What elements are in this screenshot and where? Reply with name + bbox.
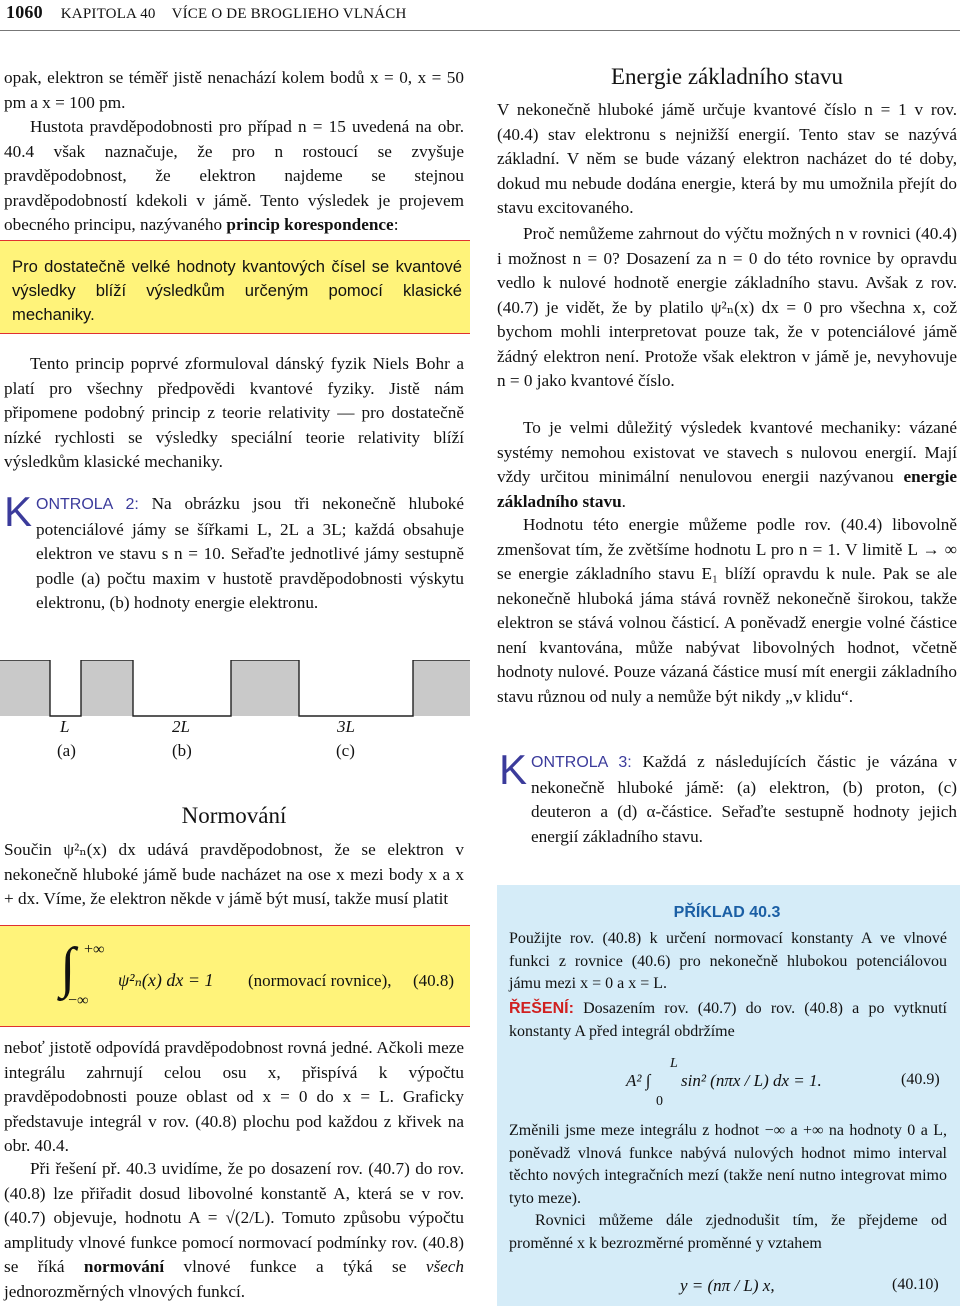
reseni-label: ŘEŠENÍ: <box>509 1000 574 1017</box>
well-c-width: 3L <box>337 717 355 736</box>
eq-40-8-upper-limit: +∞ <box>84 941 105 958</box>
right-paragraph-1: V nekonečně hluboké jámě určuje kvantové číslo n = 1 v rov. (40.4) stav elektronu s nejnižší energií. Tento stav se nazývá základní. V něm se bude vázaný elektron nacházet do té doby, dokud mu nebude dodána energie, která by mu umožnila přejít do stavu excitovaného. <box>497 100 957 217</box>
left-paragraph-1: opak, elektron se téměř jistě nenachází kolem bodů x = 0, x = 50 pm a x = 100 pm. <box>4 68 464 112</box>
eq-40-8-lower-limit: −∞ <box>68 992 89 1009</box>
potential-wells-figure <box>0 660 470 730</box>
eq-40-9-upper: L <box>670 1056 678 1071</box>
left-paragraph-2: Hustota pravděpodobnosti pro případ n = 15 uvedená na obr. 40.4 však naznačuje, že pro n rostoucí se zvyšuje pravděpodobnost, že elektron najdeme se stejnou pravděpodobností kdekoli v jámě. Tento výsledek je projevem obecného principu, nazývaného princip korespondence: <box>4 117 464 234</box>
header-divider <box>0 30 960 31</box>
well-b-tag: (b) <box>172 741 192 760</box>
kontrola-3-initial-k: K <box>499 746 528 793</box>
kontrola-initial-k: K <box>4 488 33 535</box>
correspondence-principle-text: Pro dostatečně velké hodnoty kvantových čísel se kvantové výsledky blíží výsledkům určeným pomocí klasické mechaniky. <box>12 257 462 324</box>
energie-heading: Energie základního stavu <box>610 64 844 89</box>
eq-40-8-number: (40.8) <box>413 971 455 990</box>
eq-40-8-body: ψ²ₙ(x) dx = 1 <box>118 970 214 990</box>
eq-40-9-number: (40.9) <box>901 1071 940 1088</box>
example-paragraph-3: Změnili jsme meze integrálu z hodnot −∞ a +∞ na hodnoty 0 a L, poněvadž vlnová funkce nabývá nulových hodnot mimo interval těchto nových integračních mezí (takže není nutno integrovat mimo tyto meze). <box>509 1122 947 1207</box>
kontrola-3-text: Každá z následujících částic je vázána v nekonečně hluboké jámě: (a) elektron, (b) proton, (c) deuteron a (d) α-částice. Seřaďte sestupně hodnoty jejich energií základního stavu. <box>531 752 958 846</box>
chapter-title: VÍCE O DE BROGLIEHO VLNÁCH <box>171 6 407 22</box>
kontrola-3 <box>531 750 957 849</box>
example-solution: ŘEŠENÍ: Dosazením rov. (40.7) do rov. (40.8) a po vytknutí konstanty A před integrál obdržíme <box>509 1000 947 1040</box>
left-paragraph-5: neboť jistotě odpovídá pravděpodobnost rovná jedné. Ačkoli meze integrálu zahrnují celou osu x, přispívá k výpočtu pravděpodobnosti pouze oblast od x = 0 do x = L. Graficky představuje integrál v rov. (40.8) plochu pod každou z křivek na obr. 40.4. <box>4 1038 464 1155</box>
eq-40-9-body: sin² (nπx / L) dx = 1. <box>681 1071 822 1090</box>
right-paragraph-3: To je velmi důležitý výsledek kvantové mechaniky: vázané systémy nemohou existovat ve stavech s nulovou energií. Mají vždy určitou minimální nenulovou energii nazývanou energie základního stavu. <box>497 418 957 511</box>
integral-sign: ∫ <box>60 937 76 999</box>
example-paragraph-4: Rovnici můžeme dále zjednodušit tím, že přejdeme od proměnné x k bezrozměrné proměnné y vztahem <box>509 1212 947 1252</box>
left-paragraph-4: Součin ψ²ₙ(x) dx udává pravděpodobnost, že se elektron v nekonečně hluboké jámě bude nacházet na ose x mezi body x a x + dx. Víme, že elektron někde v jámě být musí, takže musí platit <box>4 840 464 908</box>
wall-2 <box>231 660 299 716</box>
normovani-heading: Normování <box>181 803 287 828</box>
left-paragraph-3: Tento princip poprvé zformuloval dánský fyzik Niels Bohr a platí pro všechny předpovědi kvantové fyziky. Jistě nám připomene podobný princip z teorie relativity — pro dostatečně nízké rychlosti se výsledky speciální teorie relativity blíží výsledkům klasické mechaniky. <box>4 354 464 471</box>
wall-right <box>413 660 470 716</box>
right-paragraph-2: Proč nemůžeme zahrnout do výčtu možných n v rovnici (40.4) i možnost n = 0? Dosazení za n = 0 do této rovnice by opravdu vedlo k nulové hodnotě energie základního stavu. Avšak z rov. (40.7) je vidět, že by platilo ψ²ₙ(x) dx = 0 pro všechna x, což bychom mohli interpretovat pouze tak, že v potenciálové jámě žádný elektron není. Protože však elektron v jámě je, nevyhovuje n = 0 jako kvantové číslo. <box>497 224 957 390</box>
left-paragraph-6: Při řešení př. 40.3 uvidíme, že po dosazení rov. (40.7) do rov. (40.8) lze přiřadit dosud libovolné konstantě A, která se v rov. (40.7) objevuje, hodnotu A = √(2/L). Tomuto způsobu výpočtu amplitudy vlnové funkce pomocí normovací podmínky rov. (40.8) se říká normování vlnové funkce a týká se všech jednorozměrných vlnových funkcí. <box>4 1159 464 1301</box>
example-paragraph-1: Použijte rov. (40.8) k určení normovací konstanty A ve vlnové funkci z rovnice (40.6) pro nekonečně hlubokou potenciálovou jámu mezi x = 0 a x = L. <box>509 930 947 992</box>
wall-left <box>0 660 50 716</box>
eq-40-8-note: (normovací rovnice), <box>248 971 392 990</box>
example-title: PŘÍKLAD 40.3 <box>673 904 781 921</box>
kontrola-2-label: ONTROLA 2: <box>36 496 139 513</box>
wall-1 <box>81 660 133 716</box>
right-paragraph-4: Hodnotu této energie můžeme podle rov. (40.4) libovolně zmenšovat tím, že zvětšíme hodnotu L pro n = 1. V limitě L → ∞ se energie základního stavu E₁ blíží opravdu k nule. Pak se ale nekonečně hluboká jáma stává rovněž nekonečně širokou, takže elektron se stává volnou částicí. A poněvadž energie volné částice není kvantována, může nabývat libovolných hodnot, včetně hodnoty nulové. Pouze vázaná částice musí mít energii základního stavu různou od nuly a nemůže být nikdy „v klidu“. <box>497 515 957 706</box>
chapter-label: KAPITOLA 40 <box>60 6 156 22</box>
well-a-tag: (a) <box>57 741 76 760</box>
well-c-tag: (c) <box>336 741 355 760</box>
page-header <box>6 2 407 23</box>
eq-40-10-body: y = (nπ / L) x, <box>680 1276 775 1295</box>
well-b-width: 2L <box>172 717 190 736</box>
eq-40-9-lhs: A² ∫ <box>626 1071 651 1090</box>
kontrola-3-label: ONTROLA 3: <box>531 754 632 771</box>
kontrola-2 <box>36 492 464 616</box>
kontrola-2-text: Na obrázku jsou tři nekonečně hluboké potenciálové jámy se šířkami L, 2L a 3L; každá obsahuje elektron ve stavu s n = 10. Seřaďte jednotlivé jámy sestupně podle (a) počtu maxim v hustotě pravděpodobnosti výskytu elektronu, (b) hodnoty energie elektronu. <box>36 494 465 612</box>
page-number: 1060 <box>6 2 43 22</box>
well-a-width: L <box>60 717 70 736</box>
eq-40-10-number: (40.10) <box>892 1276 939 1293</box>
eq-40-9-lower: 0 <box>656 1094 663 1109</box>
